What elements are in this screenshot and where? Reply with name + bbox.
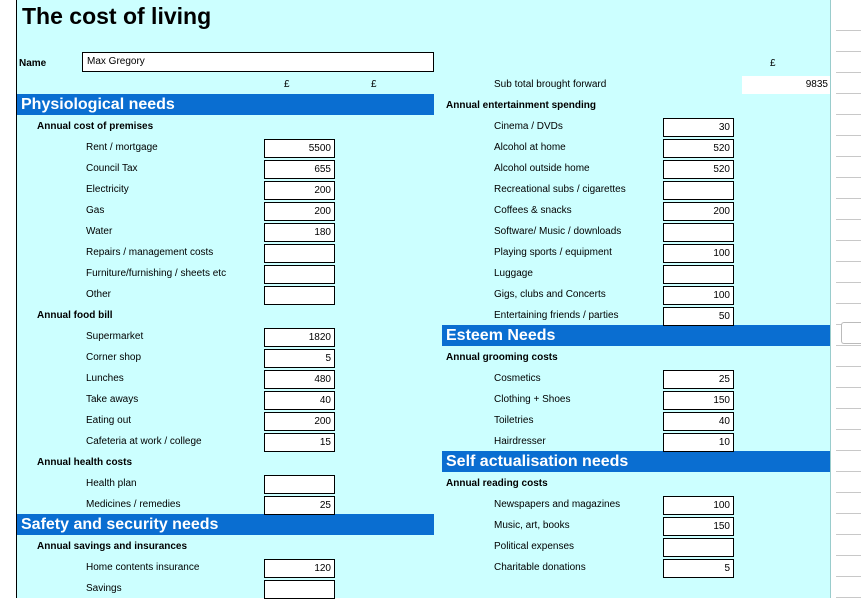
row-label: Cosmetics [494,373,541,384]
row-value-cell[interactable]: 5500 [264,139,335,158]
row-value-cell[interactable] [663,538,734,557]
gridline [836,345,861,346]
row-value-cell[interactable] [264,580,335,599]
subtotal-value[interactable]: 9835 [742,76,830,94]
row-value-cell[interactable] [264,286,335,305]
gridline [836,93,861,94]
row-label: Repairs / management costs [86,247,214,258]
gridline [836,408,861,409]
gridline [836,513,861,514]
row-label: Health plan [86,478,137,489]
row-value-cell[interactable]: 200 [663,202,734,221]
row-value-cell[interactable]: 520 [663,139,734,158]
subhead-health: Annual health costs [37,457,133,468]
row-label: Take aways [86,394,139,405]
row-value-cell[interactable]: 200 [264,202,335,221]
row-label: Home contents insurance [86,562,200,573]
row-label: Eating out [86,415,132,426]
subhead-food: Annual food bill [37,310,113,321]
row-value-cell[interactable] [663,223,734,242]
row-value-cell[interactable] [264,475,335,494]
gridline [836,51,861,52]
gridline [836,429,861,430]
gridline [836,366,861,367]
row-value-cell[interactable]: 180 [264,223,335,242]
row-label: Savings [86,583,122,594]
row-value-cell[interactable]: 5 [663,559,734,578]
gridline-vertical [830,0,831,598]
row-label: Charitable donations [494,562,586,573]
row-value-cell[interactable]: 120 [264,559,335,578]
row-label: Cinema / DVDs [494,121,563,132]
gridline [836,114,861,115]
subhead-premises: Annual cost of premises [37,121,154,132]
row-value-cell[interactable]: 520 [663,160,734,179]
row-value-cell[interactable]: 25 [264,496,335,515]
gridline [836,387,861,388]
row-value-cell[interactable]: 100 [663,496,734,515]
row-value-cell[interactable] [264,265,335,284]
subtotal-label: Sub total brought forward [494,79,607,90]
gridline [836,534,861,535]
page-title: The cost of living [22,3,212,29]
row-label: Supermarket [86,331,144,342]
row-label: Coffees & snacks [494,205,572,216]
gridline [836,198,861,199]
row-value-cell[interactable]: 30 [663,118,734,137]
row-label: Entertaining friends / parties [494,310,619,321]
gridline [836,72,861,73]
currency-header-1: £ [284,79,290,90]
gridline [836,240,861,241]
row-label: Clothing + Shoes [494,394,571,405]
row-label: Gas [86,205,105,216]
row-value-cell[interactable] [264,244,335,263]
row-label: Corner shop [86,352,142,363]
row-label: Gigs, clubs and Concerts [494,289,606,300]
row-value-cell[interactable]: 100 [663,244,734,263]
gridline [836,156,861,157]
row-value-cell[interactable]: 10 [663,433,734,452]
gridline [836,261,861,262]
row-label: Hairdresser [494,436,546,447]
subhead-grooming: Annual grooming costs [446,352,558,363]
row-label: Electricity [86,184,129,195]
row-value-cell[interactable]: 655 [264,160,335,179]
sheet-gridlines [830,0,861,598]
gridline [836,282,861,283]
row-label: Other [86,289,112,300]
row-label: Furniture/furnishing / sheets etc [86,268,227,279]
row-value-cell[interactable]: 150 [663,391,734,410]
row-label: Medicines / remedies [86,499,181,510]
row-label: Political expenses [494,541,575,552]
gridline [836,303,861,304]
gridline [836,177,861,178]
row-value-cell[interactable]: 150 [663,517,734,536]
row-label: Alcohol at home [494,142,566,153]
section-safety: Safety and security needs [17,514,434,535]
row-value-cell[interactable]: 5 [264,349,335,368]
row-value-cell[interactable]: 40 [663,412,734,431]
row-label: Water [86,226,113,237]
subhead-reading: Annual reading costs [446,478,548,489]
gridline [836,576,861,577]
row-label: Toiletries [494,415,534,426]
row-label: Music, art, books [494,520,570,531]
row-value-cell[interactable]: 100 [663,286,734,305]
row-value-cell[interactable] [663,265,734,284]
row-label: Lunches [86,373,124,384]
row-value-cell[interactable]: 200 [264,181,335,200]
name-field[interactable]: Max Gregory [82,52,434,72]
row-value-cell[interactable]: 480 [264,370,335,389]
row-value-cell[interactable]: 200 [264,412,335,431]
row-label: Rent / mortgage [86,142,158,153]
row-value-cell[interactable]: 25 [663,370,734,389]
row-value-cell[interactable]: 1820 [264,328,335,347]
gridline [836,450,861,451]
gridline [836,30,861,31]
gridline [836,555,861,556]
subhead-entertainment: Annual entertainment spending [446,100,597,111]
row-label: Alcohol outside home [494,163,590,174]
currency-header-3: £ [770,58,776,69]
row-label: Playing sports / equipment [494,247,612,258]
subhead-savings: Annual savings and insurances [37,541,188,552]
row-label: Cafeteria at work / college [86,436,202,447]
section-physiological: Physiological needs [17,94,434,115]
name-label: Name [19,58,47,69]
row-value-cell[interactable]: 50 [663,307,734,326]
row-label: Luggage [494,268,533,279]
section-self-actualisation: Self actualisation needs [442,451,830,472]
row-label: Recreational subs / cigarettes [494,184,626,195]
row-label: Software/ Music / downloads [494,226,622,237]
currency-header-2: £ [371,79,377,90]
section-esteem: Esteem Needs [442,325,830,346]
gridline [836,471,861,472]
gridline [836,135,861,136]
row-value-cell[interactable] [663,181,734,200]
gridline [836,492,861,493]
row-label: Council Tax [86,163,138,174]
scroll-tab[interactable] [841,322,861,344]
gridline [836,219,861,220]
row-label: Newspapers and magazines [494,499,621,510]
row-value-cell[interactable]: 15 [264,433,335,452]
row-value-cell[interactable]: 40 [264,391,335,410]
